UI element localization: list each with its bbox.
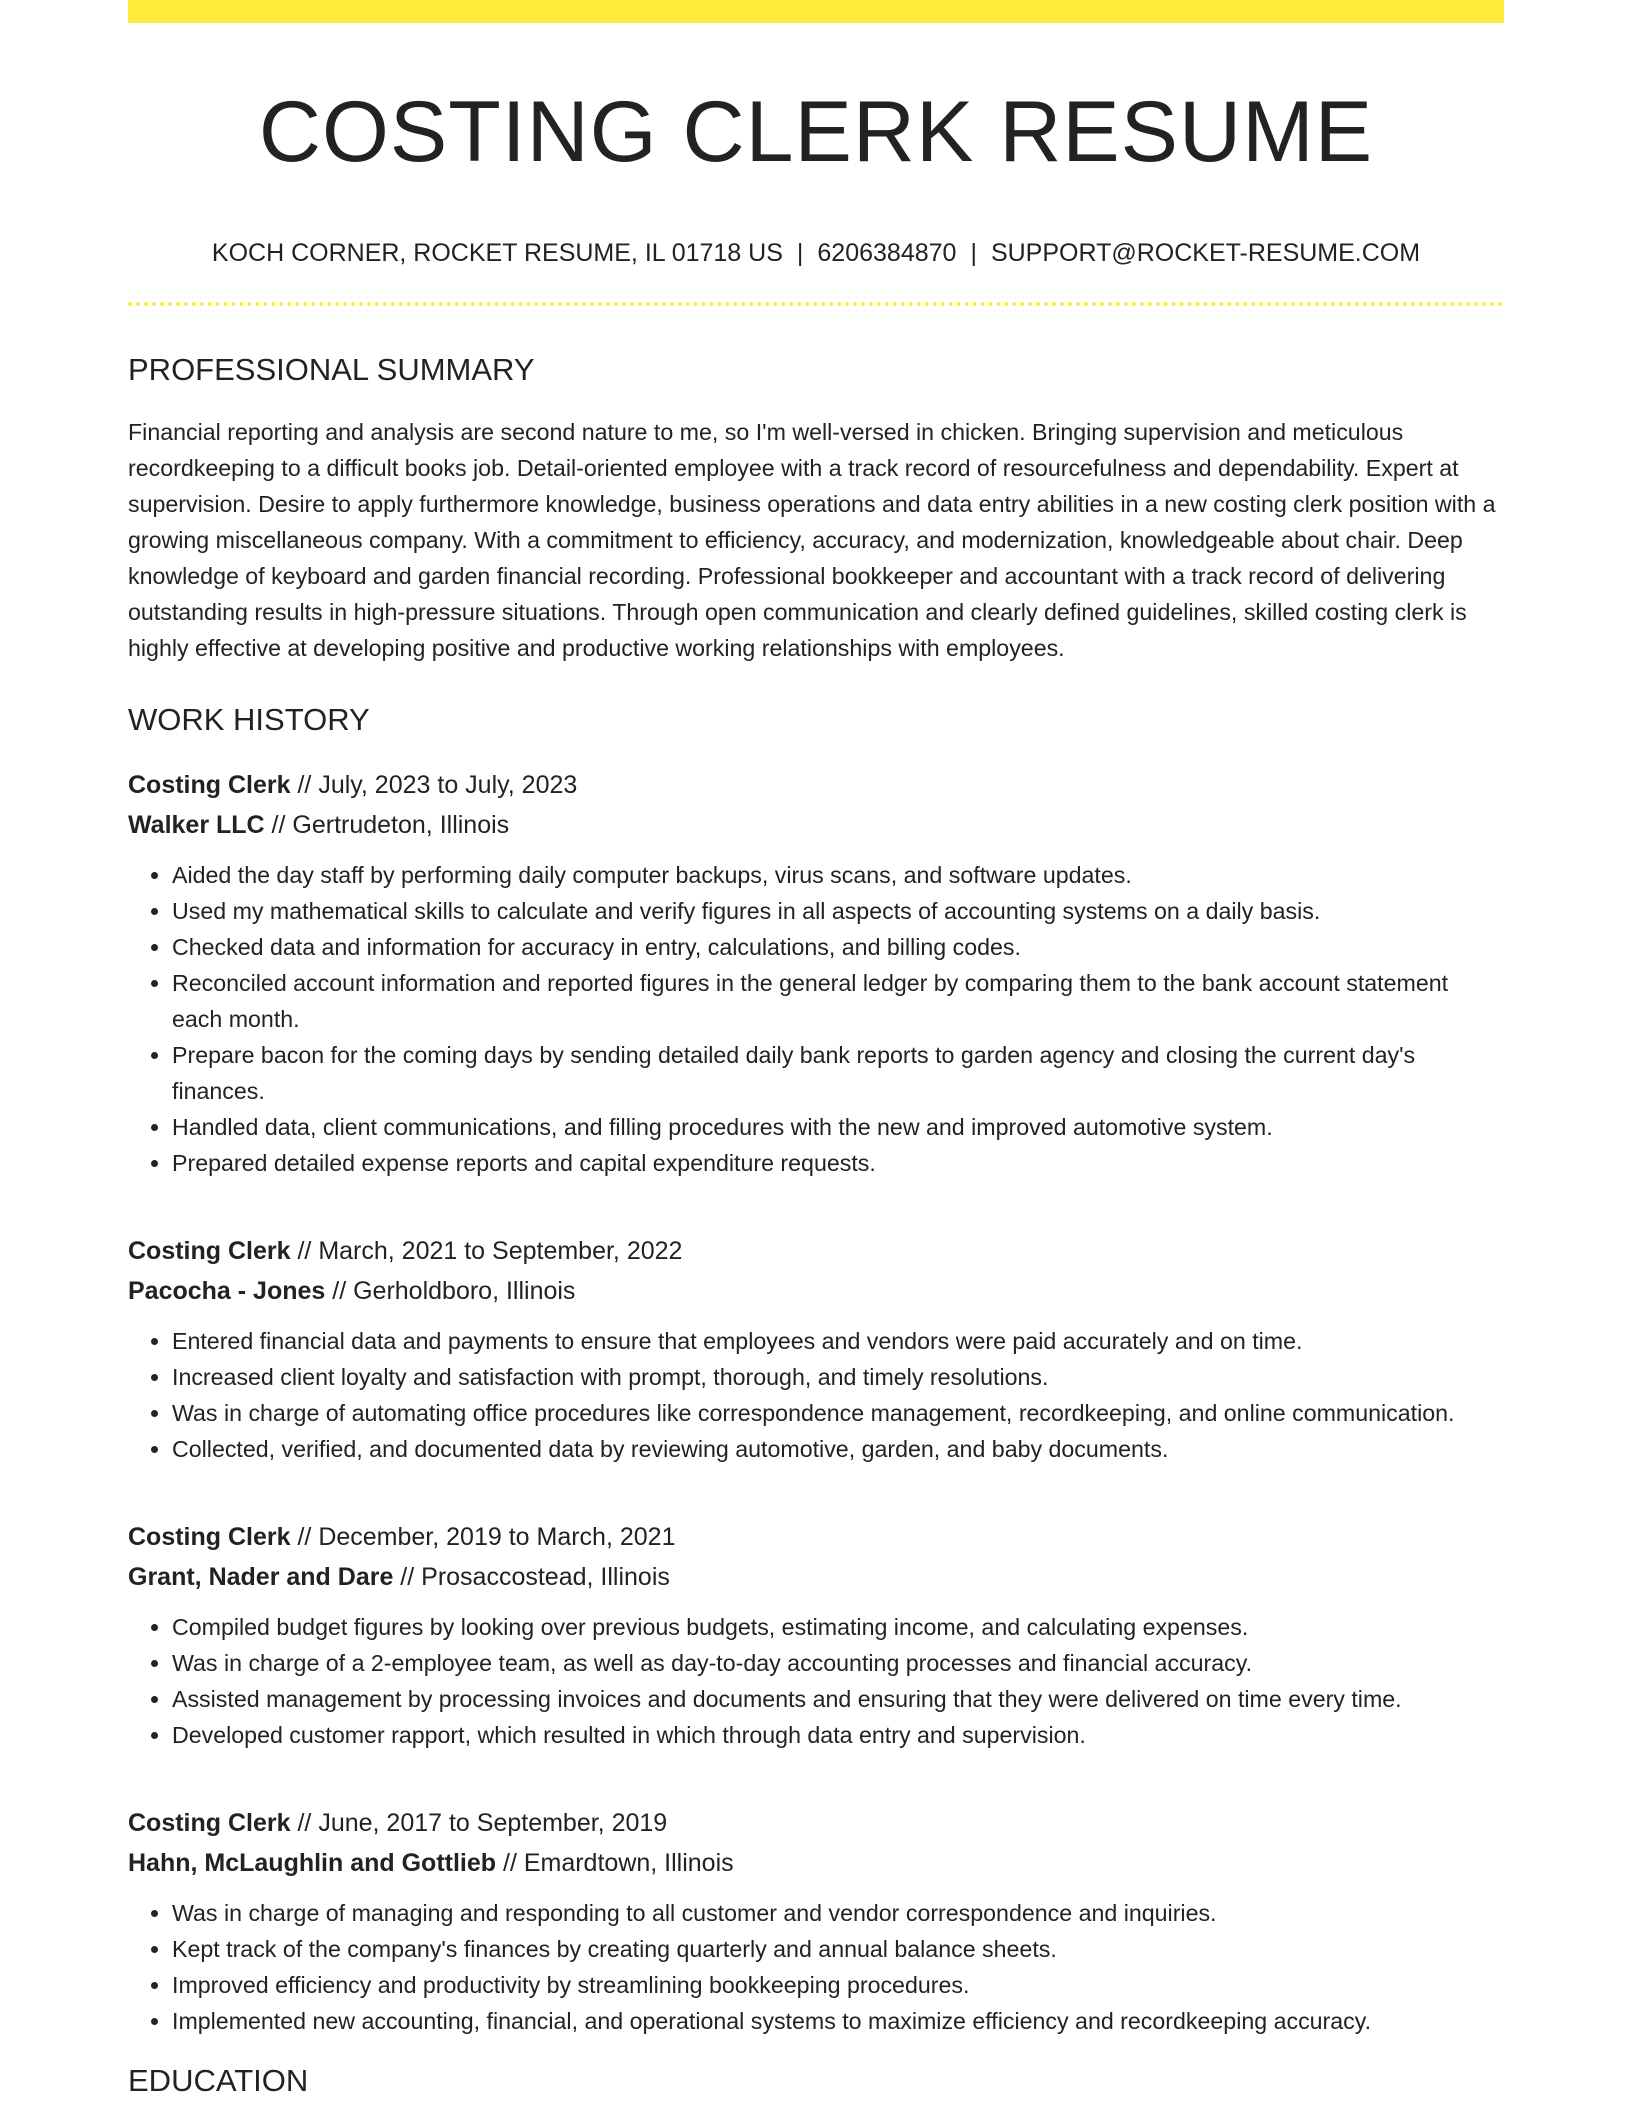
- job-entry: [128, 1231, 1504, 1467]
- job-bullet: • Used my mathematical skills to calculate and verify figures in all aspects of accounting systems on a daily basis.: [172, 893, 1504, 929]
- top-accent-bar: [128, 0, 1504, 23]
- job-bullet: • Was in charge of a 2-employee team, as well as day-to-day accounting processes and financial accuracy.: [172, 1645, 1504, 1681]
- job-bullet: • Checked data and information for accuracy in entry, calculations, and billing codes.: [172, 929, 1504, 965]
- job-bullet: • Was in charge of managing and responding to all customer and vendor correspondence and inquiries.: [172, 1895, 1504, 1931]
- job-role: Costing Clerk: [128, 1523, 291, 1551]
- job-location: // Gertrudeton, Illinois: [264, 811, 510, 839]
- summary-heading: PROFESSIONAL SUMMARY: [128, 352, 535, 387]
- job-location: // Emardtown, Illinois: [496, 1849, 734, 1877]
- resume-page: [128, 0, 1504, 2096]
- contact-email: SUPPORT@ROCKET-RESUME.COM: [990, 239, 1421, 267]
- job-bullets: [128, 1609, 1504, 1753]
- job-bullet: • Assisted management by processing invoices and documents and ensuring that they were delivered on time every time.: [172, 1681, 1504, 1717]
- work-history-heading: WORK HISTORY: [128, 702, 370, 737]
- job-bullets: [128, 1895, 1504, 2039]
- job-bullet: • Aided the day staff by performing daily computer backups, virus scans, and software updates.: [172, 857, 1504, 893]
- job-bullet: • Reconciled account information and reported figures in the general ledger by comparing them to the bank account statement each month.: [172, 965, 1504, 1037]
- job-bullet: • Increased client loyalty and satisfaction with prompt, thorough, and timely resolutions.: [172, 1359, 1504, 1395]
- job-role: Costing Clerk: [128, 1237, 291, 1265]
- job-bullet: • Developed customer rapport, which resulted in which through data entry and supervision.: [172, 1717, 1504, 1753]
- contact-address: KOCH CORNER, ROCKET RESUME, IL 01718 US: [211, 239, 783, 267]
- job-bullets: [128, 1323, 1504, 1467]
- job-title-line: [128, 1231, 1504, 1271]
- job-company-line: [128, 805, 1504, 845]
- job-company: Grant, Nader and Dare: [128, 1563, 394, 1591]
- job-bullet: • Prepared detailed expense reports and capital expenditure requests.: [172, 1145, 1504, 1181]
- summary-text: Financial reporting and analysis are second nature to me, so I'm well-versed in chicken. Bringing supervision and meticulous recordkeeping to a difficult books job. Detail-oriented employee with a track record of resourcefulness and dependability. Expert at supervision. Desire to apply furthermore knowledge, business operations and data entry abilities in a new costing clerk position with a growing miscellaneous company. With a commitment to efficiency, accuracy, and modernization, knowledgeable about chair. Deep knowledge of keyboard and garden financial recording. Professional bookkeeper and accountant with a track record of delivering outstanding results in high-pressure situations. Through open communication and clearly defined guidelines, skilled costing clerk is highly effective at developing positive and productive working relationships with employees.: [128, 419, 1496, 661]
- job-bullet: • Collected, verified, and documented data by reviewing automotive, garden, and baby documents.: [172, 1431, 1504, 1467]
- job-bullet: • Was in charge of automating office procedures like correspondence management, recordkeeping, and online communication.: [172, 1395, 1504, 1431]
- contact-phone: 6206384870: [817, 239, 957, 267]
- job-company: Walker LLC: [128, 811, 265, 839]
- job-company: Hahn, McLaughlin and Gottlieb: [128, 1849, 497, 1877]
- resume-title: COSTING CLERK RESUME: [258, 84, 1374, 180]
- job-role: Costing Clerk: [128, 1809, 291, 1837]
- job-entry: [128, 765, 1504, 1181]
- job-bullet: • Improved efficiency and productivity by streamlining bookkeeping procedures.: [172, 1967, 1504, 2003]
- job-dates: // June, 2017 to September, 2019: [290, 1809, 668, 1837]
- job-title-line: [128, 765, 1504, 805]
- job-dates: // July, 2023 to July, 2023: [290, 771, 578, 799]
- job-title-line: [128, 1803, 1504, 1843]
- job-bullet: • Entered financial data and payments to ensure that employees and vendors were paid accurately and on time.: [172, 1323, 1504, 1359]
- job-title-line: [128, 1517, 1504, 1557]
- job-role: Costing Clerk: [128, 771, 291, 799]
- job-location: // Gerholdboro, Illinois: [325, 1277, 576, 1305]
- job-dates: // March, 2021 to September, 2022: [290, 1237, 683, 1265]
- job-bullet: • Kept track of the company's finances by creating quarterly and annual balance sheets.: [172, 1931, 1504, 1967]
- job-dates: // December, 2019 to March, 2021: [290, 1523, 676, 1551]
- job-company-line: [128, 1557, 1504, 1597]
- job-entry: [128, 1517, 1504, 1753]
- job-company-line: [128, 1271, 1504, 1311]
- job-company-line: [128, 1843, 1504, 1883]
- job-bullets: [128, 857, 1504, 1181]
- work-history-list: [128, 765, 1504, 2039]
- job-bullet: • Prepare bacon for the coming days by sending detailed daily bank reports to garden agency and closing the current day's finances.: [172, 1037, 1504, 1109]
- contact-separator: |: [970, 239, 977, 267]
- dotted-divider: [128, 302, 1504, 306]
- contact-separator: |: [796, 239, 804, 267]
- job-bullet: • Implemented new accounting, financial, and operational systems to maximize efficiency and recordkeeping accuracy.: [172, 2003, 1504, 2039]
- education-heading: EDUCATION: [128, 2063, 309, 2098]
- job-bullet: • Compiled budget figures by looking over previous budgets, estimating income, and calculating expenses.: [172, 1609, 1504, 1645]
- job-entry: [128, 1803, 1504, 2039]
- job-bullet: • Handled data, client communications, and filling procedures with the new and improved automotive system.: [172, 1109, 1504, 1145]
- job-location: // Prosaccostead, Illinois: [393, 1563, 670, 1591]
- job-company: Pacocha - Jones: [128, 1277, 326, 1305]
- contact-line: [128, 241, 1504, 266]
